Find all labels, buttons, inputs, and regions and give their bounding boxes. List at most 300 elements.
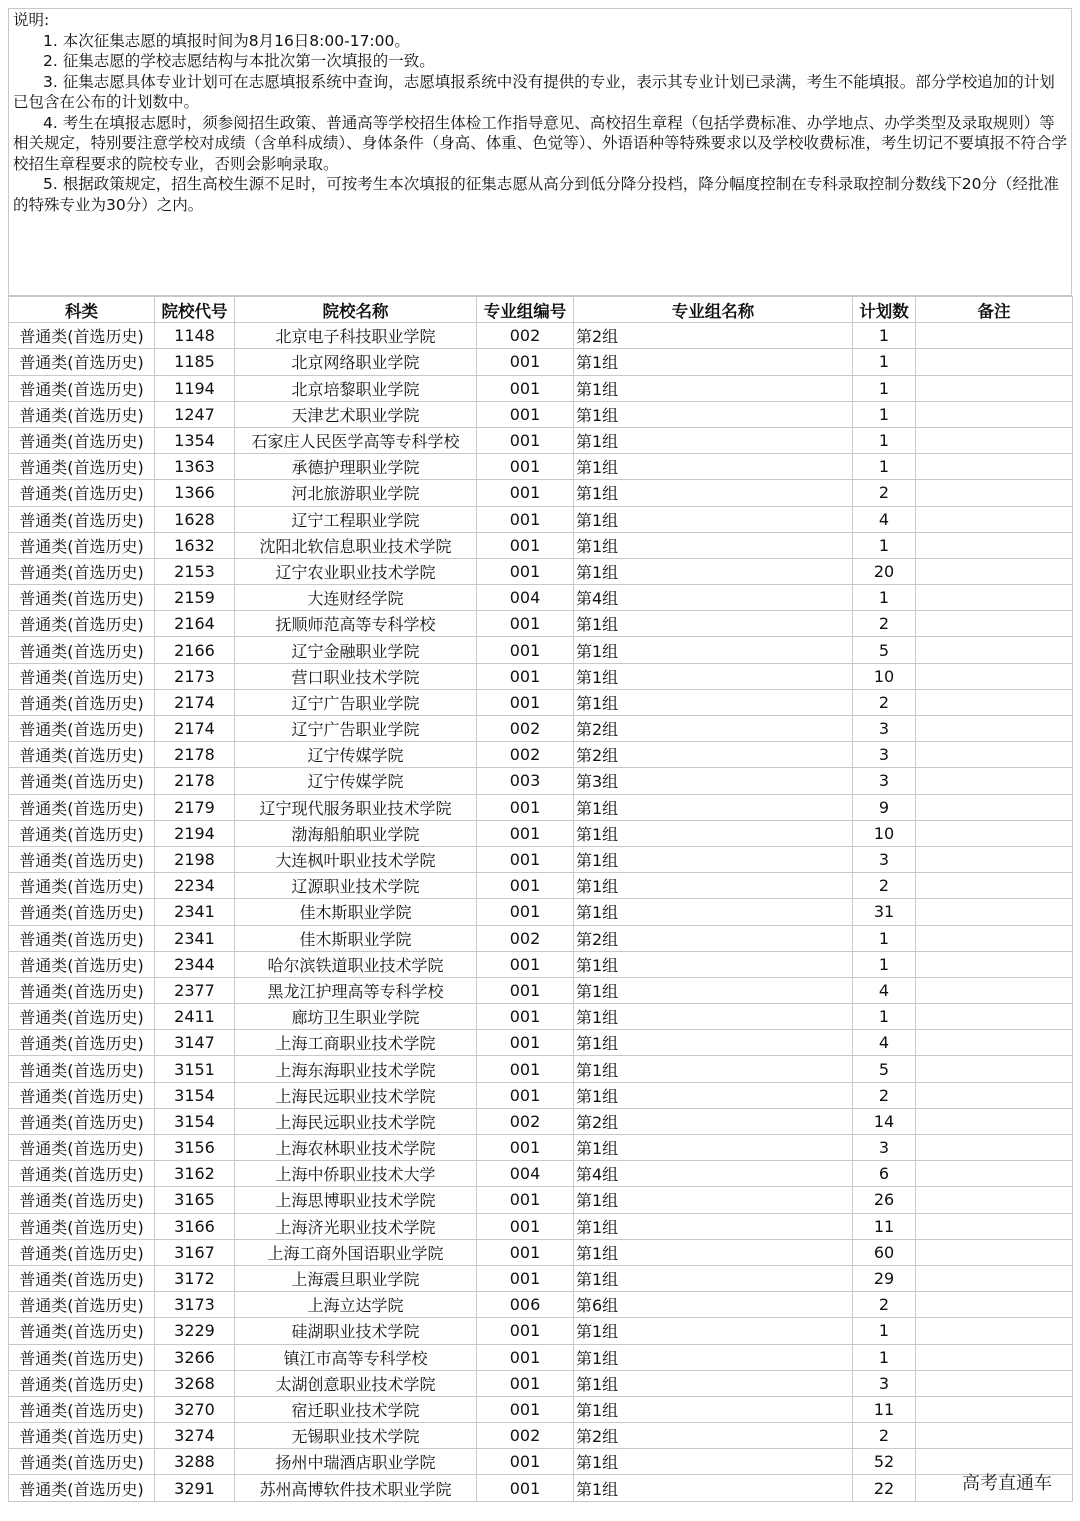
cell-remarks — [916, 1265, 1073, 1291]
cell-category: 普通类(首选历史) — [9, 689, 155, 715]
cell-school-name: 北京培黎职业学院 — [235, 375, 477, 401]
cell-school-code: 2198 — [155, 846, 235, 872]
cell-school-name: 辽宁广告职业学院 — [235, 689, 477, 715]
cell-group-name: 第1组 — [574, 1265, 853, 1291]
cell-school-code: 2341 — [155, 899, 235, 925]
cell-group-name: 第1组 — [574, 663, 853, 689]
cell-plan-count: 9 — [853, 794, 916, 820]
cell-plan-count: 1 — [853, 1318, 916, 1344]
header-category: 科类 — [9, 297, 155, 323]
cell-remarks — [916, 1213, 1073, 1239]
cell-group-name: 第1组 — [574, 1318, 853, 1344]
cell-category: 普通类(首选历史) — [9, 1030, 155, 1056]
cell-remarks — [916, 820, 1073, 846]
table-row — [9, 585, 1073, 611]
cell-school-code: 1247 — [155, 401, 235, 427]
cell-group-number: 002 — [477, 716, 574, 742]
cell-group-number: 001 — [477, 1370, 574, 1396]
cell-plan-count: 11 — [853, 1396, 916, 1422]
cell-plan-count: 6 — [853, 1161, 916, 1187]
cell-school-name: 上海工商外国语职业学院 — [235, 1239, 477, 1265]
cell-school-code: 2344 — [155, 951, 235, 977]
cell-group-number: 001 — [477, 506, 574, 532]
cell-remarks — [916, 951, 1073, 977]
table-row — [9, 1475, 1073, 1501]
cell-remarks — [916, 899, 1073, 925]
table-row — [9, 1108, 1073, 1134]
cell-plan-count: 26 — [853, 1187, 916, 1213]
cell-plan-count: 1 — [853, 1004, 916, 1030]
cell-group-name: 第1组 — [574, 401, 853, 427]
cell-group-number: 002 — [477, 742, 574, 768]
cell-category: 普通类(首选历史) — [9, 454, 155, 480]
cell-school-code: 3154 — [155, 1082, 235, 1108]
cell-remarks — [916, 1370, 1073, 1396]
notes-title: 说明: — [13, 11, 50, 29]
enrollment-table — [8, 296, 1073, 1502]
cell-group-name: 第4组 — [574, 1161, 853, 1187]
cell-remarks — [916, 1161, 1073, 1187]
cell-remarks — [916, 1187, 1073, 1213]
cell-group-number: 001 — [477, 480, 574, 506]
cell-school-name: 廊坊卫生职业学院 — [235, 1004, 477, 1030]
cell-group-number: 002 — [477, 323, 574, 349]
header-remarks: 备注 — [916, 297, 1073, 323]
cell-remarks — [916, 454, 1073, 480]
cell-plan-count: 2 — [853, 611, 916, 637]
table-row — [9, 794, 1073, 820]
cell-category: 普通类(首选历史) — [9, 637, 155, 663]
cell-school-code: 2377 — [155, 977, 235, 1003]
cell-category: 普通类(首选历史) — [9, 742, 155, 768]
cell-category: 普通类(首选历史) — [9, 925, 155, 951]
cell-group-name: 第1组 — [574, 899, 853, 925]
cell-group-number: 001 — [477, 1239, 574, 1265]
cell-remarks — [916, 349, 1073, 375]
cell-remarks — [916, 427, 1073, 453]
cell-category: 普通类(首选历史) — [9, 1423, 155, 1449]
cell-remarks — [916, 1108, 1073, 1134]
cell-category: 普通类(首选历史) — [9, 1108, 155, 1134]
cell-group-number: 001 — [477, 899, 574, 925]
cell-school-name: 沈阳北软信息职业技术学院 — [235, 532, 477, 558]
cell-category: 普通类(首选历史) — [9, 323, 155, 349]
cell-category: 普通类(首选历史) — [9, 663, 155, 689]
cell-group-number: 001 — [477, 375, 574, 401]
cell-school-name: 上海工商职业技术学院 — [235, 1030, 477, 1056]
cell-group-number: 002 — [477, 925, 574, 951]
cell-group-number: 001 — [477, 454, 574, 480]
cell-plan-count: 1 — [853, 375, 916, 401]
cell-group-name: 第2组 — [574, 1108, 853, 1134]
cell-school-code: 3156 — [155, 1135, 235, 1161]
cell-group-number: 001 — [477, 951, 574, 977]
cell-group-name: 第1组 — [574, 1396, 853, 1422]
cell-category: 普通类(首选历史) — [9, 349, 155, 375]
cell-school-name: 镇江市高等专科学校 — [235, 1344, 477, 1370]
table-row — [9, 375, 1073, 401]
cell-group-number: 001 — [477, 1396, 574, 1422]
table-row — [9, 716, 1073, 742]
cell-group-number: 001 — [477, 1187, 574, 1213]
cell-group-name: 第1组 — [574, 427, 853, 453]
cell-group-number: 001 — [477, 427, 574, 453]
cell-plan-count: 31 — [853, 899, 916, 925]
cell-plan-count: 1 — [853, 427, 916, 453]
cell-group-name: 第1组 — [574, 637, 853, 663]
cell-group-number: 001 — [477, 349, 574, 375]
cell-category: 普通类(首选历史) — [9, 1370, 155, 1396]
table-row — [9, 689, 1073, 715]
cell-remarks — [916, 1396, 1073, 1422]
cell-group-name: 第2组 — [574, 323, 853, 349]
cell-category: 普通类(首选历史) — [9, 427, 155, 453]
cell-school-code: 3151 — [155, 1056, 235, 1082]
cell-school-name: 上海立达学院 — [235, 1292, 477, 1318]
cell-plan-count: 2 — [853, 1292, 916, 1318]
cell-school-name: 天津艺术职业学院 — [235, 401, 477, 427]
cell-plan-count: 10 — [853, 820, 916, 846]
cell-category: 普通类(首选历史) — [9, 768, 155, 794]
cell-group-name: 第1组 — [574, 532, 853, 558]
cell-group-name: 第1组 — [574, 349, 853, 375]
cell-group-number: 001 — [477, 1135, 574, 1161]
cell-group-name: 第1组 — [574, 846, 853, 872]
cell-group-name: 第2组 — [574, 1423, 853, 1449]
table-row — [9, 611, 1073, 637]
table-row — [9, 323, 1073, 349]
cell-remarks — [916, 401, 1073, 427]
cell-remarks — [916, 611, 1073, 637]
cell-school-code: 3268 — [155, 1370, 235, 1396]
cell-category: 普通类(首选历史) — [9, 1396, 155, 1422]
cell-school-code: 2411 — [155, 1004, 235, 1030]
cell-plan-count: 1 — [853, 1344, 916, 1370]
cell-group-name: 第1组 — [574, 1213, 853, 1239]
cell-group-name: 第2组 — [574, 716, 853, 742]
cell-plan-count: 4 — [853, 506, 916, 532]
cell-remarks — [916, 716, 1073, 742]
cell-remarks — [916, 1344, 1073, 1370]
table-row — [9, 506, 1073, 532]
cell-plan-count: 2 — [853, 1082, 916, 1108]
cell-school-name: 承德护理职业学院 — [235, 454, 477, 480]
cell-group-name: 第1组 — [574, 611, 853, 637]
table-row — [9, 1292, 1073, 1318]
cell-school-code: 1628 — [155, 506, 235, 532]
note-item: 1. 本次征集志愿的填报时间为8月16日8:00-17:00。 — [43, 31, 410, 50]
cell-school-name: 佳木斯职业学院 — [235, 899, 477, 925]
cell-group-name: 第1组 — [574, 794, 853, 820]
cell-school-name: 辽源职业技术学院 — [235, 873, 477, 899]
cell-group-name: 第1组 — [574, 1082, 853, 1108]
cell-group-number: 001 — [477, 1265, 574, 1291]
cell-group-name: 第1组 — [574, 1370, 853, 1396]
table-row — [9, 1030, 1073, 1056]
header-group-number: 专业组编号 — [477, 297, 574, 323]
table-row — [9, 427, 1073, 453]
cell-group-number: 001 — [477, 1082, 574, 1108]
cell-school-name: 渤海船舶职业学院 — [235, 820, 477, 846]
table-row — [9, 480, 1073, 506]
cell-remarks — [916, 480, 1073, 506]
cell-school-name: 扬州中瑞酒店职业学院 — [235, 1449, 477, 1475]
cell-school-name: 辽宁金融职业学院 — [235, 637, 477, 663]
cell-category: 普通类(首选历史) — [9, 716, 155, 742]
cell-plan-count: 1 — [853, 401, 916, 427]
cell-group-name: 第6组 — [574, 1292, 853, 1318]
cell-school-code: 3270 — [155, 1396, 235, 1422]
table-row — [9, 768, 1073, 794]
cell-category: 普通类(首选历史) — [9, 1292, 155, 1318]
note-item: 2. 征集志愿的学校志愿结构与本批次第一次填报的一致。 — [43, 52, 435, 70]
table-row — [9, 820, 1073, 846]
cell-school-code: 1185 — [155, 349, 235, 375]
cell-category: 普通类(首选历史) — [9, 899, 155, 925]
table-row — [9, 951, 1073, 977]
table-row — [9, 1396, 1073, 1422]
cell-school-name: 辽宁农业职业技术学院 — [235, 558, 477, 584]
cell-remarks — [916, 846, 1073, 872]
cell-group-number: 001 — [477, 611, 574, 637]
cell-remarks — [916, 323, 1073, 349]
cell-school-code: 2174 — [155, 689, 235, 715]
cell-school-name: 上海民远职业技术学院 — [235, 1082, 477, 1108]
table-row — [9, 899, 1073, 925]
cell-group-name: 第3组 — [574, 768, 853, 794]
cell-group-number: 001 — [477, 820, 574, 846]
cell-remarks — [916, 977, 1073, 1003]
cell-school-name: 硅湖职业技术学院 — [235, 1318, 477, 1344]
cell-school-code: 3166 — [155, 1213, 235, 1239]
cell-category: 普通类(首选历史) — [9, 873, 155, 899]
cell-remarks — [916, 1239, 1073, 1265]
cell-category: 普通类(首选历史) — [9, 977, 155, 1003]
table-row — [9, 1213, 1073, 1239]
cell-group-number: 001 — [477, 1449, 574, 1475]
cell-plan-count: 3 — [853, 846, 916, 872]
cell-school-name: 辽宁广告职业学院 — [235, 716, 477, 742]
cell-group-name: 第1组 — [574, 1239, 853, 1265]
cell-category: 普通类(首选历史) — [9, 558, 155, 584]
cell-group-name: 第1组 — [574, 1056, 853, 1082]
cell-category: 普通类(首选历史) — [9, 1213, 155, 1239]
cell-school-code: 3288 — [155, 1449, 235, 1475]
table-row — [9, 1161, 1073, 1187]
cell-school-name: 哈尔滨铁道职业技术学院 — [235, 951, 477, 977]
cell-group-name: 第1组 — [574, 558, 853, 584]
cell-group-number: 004 — [477, 585, 574, 611]
cell-category: 普通类(首选历史) — [9, 1239, 155, 1265]
cell-school-code: 2234 — [155, 873, 235, 899]
cell-plan-count: 60 — [853, 1239, 916, 1265]
table-row — [9, 663, 1073, 689]
document-sheet — [8, 8, 1072, 1502]
notes-box — [8, 8, 1072, 296]
table-row — [9, 1004, 1073, 1030]
cell-category: 普通类(首选历史) — [9, 585, 155, 611]
cell-category: 普通类(首选历史) — [9, 1056, 155, 1082]
cell-group-name: 第1组 — [574, 1344, 853, 1370]
cell-plan-count: 2 — [853, 1423, 916, 1449]
table-row — [9, 846, 1073, 872]
cell-school-name: 河北旅游职业学院 — [235, 480, 477, 506]
cell-school-code: 3266 — [155, 1344, 235, 1370]
cell-school-name: 辽宁现代服务职业技术学院 — [235, 794, 477, 820]
cell-group-name: 第1组 — [574, 977, 853, 1003]
header-school-code: 院校代号 — [155, 297, 235, 323]
cell-school-name: 上海济光职业技术学院 — [235, 1213, 477, 1239]
cell-school-code: 3162 — [155, 1161, 235, 1187]
table-row — [9, 1239, 1073, 1265]
cell-group-number: 001 — [477, 1344, 574, 1370]
cell-plan-count: 14 — [853, 1108, 916, 1134]
table-row — [9, 1423, 1073, 1449]
cell-plan-count: 1 — [853, 925, 916, 951]
cell-school-name: 辽宁工程职业学院 — [235, 506, 477, 532]
cell-plan-count: 4 — [853, 977, 916, 1003]
cell-category: 普通类(首选历史) — [9, 1449, 155, 1475]
cell-plan-count: 22 — [853, 1475, 916, 1501]
cell-school-code: 1194 — [155, 375, 235, 401]
cell-group-name: 第2组 — [574, 742, 853, 768]
table-row — [9, 1370, 1073, 1396]
cell-school-name: 辽宁传媒学院 — [235, 768, 477, 794]
cell-school-code: 2341 — [155, 925, 235, 951]
table-row — [9, 558, 1073, 584]
cell-group-name: 第1组 — [574, 480, 853, 506]
cell-school-code: 1148 — [155, 323, 235, 349]
cell-school-name: 上海震旦职业学院 — [235, 1265, 477, 1291]
cell-school-name: 抚顺师范高等专科学校 — [235, 611, 477, 637]
cell-remarks — [916, 1292, 1073, 1318]
cell-group-number: 002 — [477, 1108, 574, 1134]
cell-plan-count: 52 — [853, 1449, 916, 1475]
cell-school-name: 黑龙江护理高等专科学校 — [235, 977, 477, 1003]
cell-remarks — [916, 532, 1073, 558]
table-row — [9, 1318, 1073, 1344]
cell-group-number: 003 — [477, 768, 574, 794]
cell-plan-count: 1 — [853, 532, 916, 558]
table-row — [9, 1449, 1073, 1475]
cell-school-name: 上海东海职业技术学院 — [235, 1056, 477, 1082]
cell-plan-count: 1 — [853, 585, 916, 611]
cell-remarks — [916, 1082, 1073, 1108]
table-row — [9, 1082, 1073, 1108]
cell-group-number: 006 — [477, 1292, 574, 1318]
cell-remarks — [916, 873, 1073, 899]
cell-school-code: 1354 — [155, 427, 235, 453]
cell-plan-count: 1 — [853, 454, 916, 480]
cell-category: 普通类(首选历史) — [9, 1135, 155, 1161]
cell-group-name: 第1组 — [574, 820, 853, 846]
cell-remarks — [916, 637, 1073, 663]
cell-plan-count: 5 — [853, 637, 916, 663]
cell-remarks — [916, 794, 1073, 820]
cell-category: 普通类(首选历史) — [9, 532, 155, 558]
cell-plan-count: 3 — [853, 1135, 916, 1161]
cell-school-code: 2166 — [155, 637, 235, 663]
cell-group-name: 第1组 — [574, 1475, 853, 1501]
cell-school-code: 2159 — [155, 585, 235, 611]
table-row — [9, 977, 1073, 1003]
cell-category: 普通类(首选历史) — [9, 1344, 155, 1370]
cell-group-name: 第1组 — [574, 1187, 853, 1213]
cell-school-name: 无锡职业技术学院 — [235, 1423, 477, 1449]
table-row — [9, 1344, 1073, 1370]
cell-category: 普通类(首选历史) — [9, 506, 155, 532]
cell-school-code: 2164 — [155, 611, 235, 637]
cell-remarks — [916, 1423, 1073, 1449]
cell-category: 普通类(首选历史) — [9, 1318, 155, 1344]
note-item: 5. 根据政策规定，招生高校生源不足时，可按考生本次填报的征集志愿从高分到低分降分投档，降分幅度控制在专科录取控制分数线下20分（经批准的特殊专业为30分）之内。 — [13, 175, 1059, 214]
cell-remarks — [916, 375, 1073, 401]
cell-plan-count: 3 — [853, 768, 916, 794]
cell-category: 普通类(首选历史) — [9, 794, 155, 820]
cell-school-name: 大连财经学院 — [235, 585, 477, 611]
cell-group-number: 001 — [477, 558, 574, 584]
note-item: 3. 征集志愿具体专业计划可在志愿填报系统中查询，志愿填报系统中没有提供的专业，表示其专业计划已录满，考生不能填报。部分学校追加的计划已包含在公布的计划数中。 — [13, 72, 1055, 111]
cell-group-number: 001 — [477, 794, 574, 820]
cell-group-name: 第1组 — [574, 506, 853, 532]
cell-school-name: 北京网络职业学院 — [235, 349, 477, 375]
table-row — [9, 1056, 1073, 1082]
cell-category: 普通类(首选历史) — [9, 480, 155, 506]
cell-remarks — [916, 663, 1073, 689]
table-row — [9, 532, 1073, 558]
table-row — [9, 1135, 1073, 1161]
note-item: 4. 考生在填报志愿时，须参阅招生政策、普通高等学校招生体检工作指导意见、高校招生章程（包括学费标准、办学地点、办学类型及录取规则）等相关规定，特别要注意学校对成绩（含单科成绩）、身体条件（身高、体重、色觉等）、外语语种等特殊要求以及学校收费标准，考生切记不要填报不符合学校招生章程要求的院校专业，否则会影响录取。 — [13, 113, 1068, 173]
cell-school-code: 2173 — [155, 663, 235, 689]
cell-school-code: 3167 — [155, 1239, 235, 1265]
table-row — [9, 873, 1073, 899]
cell-group-name: 第1组 — [574, 454, 853, 480]
cell-group-name: 第1组 — [574, 951, 853, 977]
cell-group-number: 001 — [477, 1475, 574, 1501]
cell-remarks — [916, 558, 1073, 584]
cell-group-number: 004 — [477, 1161, 574, 1187]
cell-group-number: 001 — [477, 637, 574, 663]
table-header-row — [9, 297, 1073, 323]
cell-remarks — [916, 585, 1073, 611]
table-row — [9, 1187, 1073, 1213]
cell-plan-count: 10 — [853, 663, 916, 689]
cell-school-name: 上海农林职业技术学院 — [235, 1135, 477, 1161]
cell-school-name: 大连枫叶职业技术学院 — [235, 846, 477, 872]
cell-plan-count: 5 — [853, 1056, 916, 1082]
cell-group-number: 001 — [477, 1004, 574, 1030]
cell-category: 普通类(首选历史) — [9, 375, 155, 401]
cell-remarks — [916, 1030, 1073, 1056]
header-group-name: 专业组名称 — [574, 297, 853, 323]
cell-group-name: 第1组 — [574, 873, 853, 899]
cell-group-number: 001 — [477, 977, 574, 1003]
cell-plan-count: 2 — [853, 689, 916, 715]
cell-school-name: 苏州高博软件技术职业学院 — [235, 1475, 477, 1501]
cell-plan-count: 3 — [853, 716, 916, 742]
cell-group-name: 第2组 — [574, 925, 853, 951]
cell-group-name: 第1组 — [574, 1135, 853, 1161]
cell-school-code: 3147 — [155, 1030, 235, 1056]
cell-category: 普通类(首选历史) — [9, 1187, 155, 1213]
cell-group-number: 001 — [477, 663, 574, 689]
cell-school-code: 2174 — [155, 716, 235, 742]
cell-school-code: 3154 — [155, 1108, 235, 1134]
cell-plan-count: 4 — [853, 1030, 916, 1056]
cell-remarks — [916, 925, 1073, 951]
cell-plan-count: 2 — [853, 873, 916, 899]
cell-remarks — [916, 1004, 1073, 1030]
